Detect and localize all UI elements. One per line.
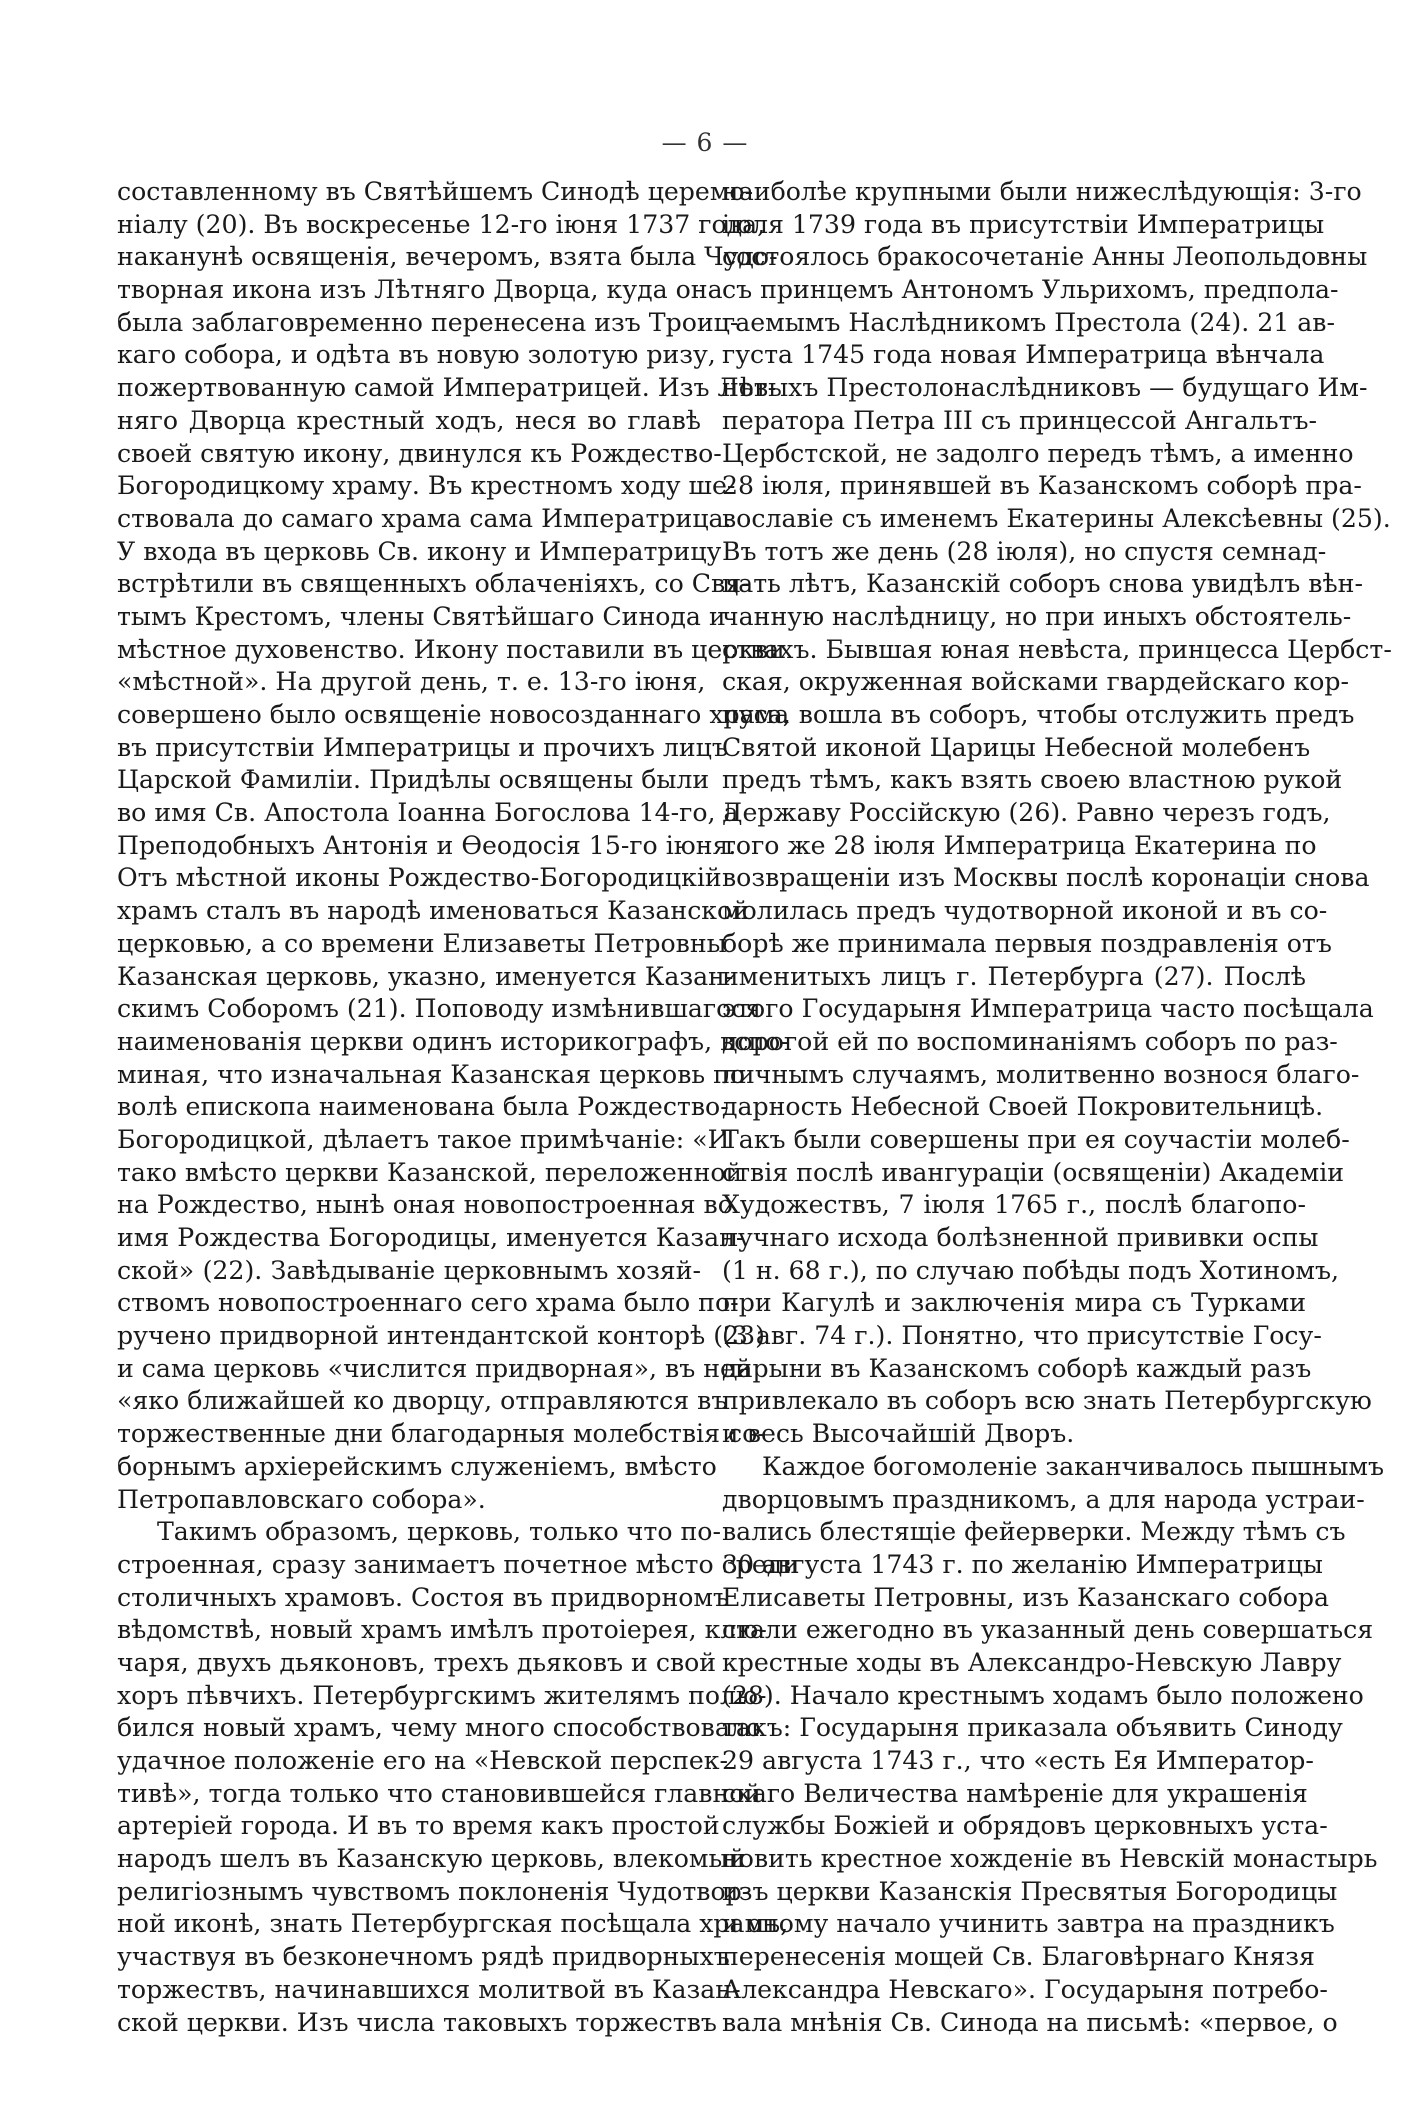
text-line: каго собора, и одѣта въ новую золотую ризу,	[117, 340, 716, 370]
text-line: на Рождество, нынѣ оная новопостроенная во	[117, 1190, 733, 1220]
text-line: ствія послѣ ивангураціи (освященіи) Академіи	[722, 1157, 1345, 1187]
text-line: няго Дворца крестный ходъ, неся во главѣ	[117, 405, 701, 435]
text-line: возвращеніи изъ Москвы послѣ коронаціи снова	[722, 863, 1370, 893]
text-line: (1 н. 68 г.), по случаю побѣды подъ Хотиномъ,	[722, 1255, 1339, 1285]
text-line: службы Божіей и обрядовъ церковныхъ уста-	[722, 1811, 1328, 1841]
text-line: молилась предъ чудотворной иконой и въ со-	[722, 896, 1328, 926]
text-line: вались блестящіе фейерверки. Между тѣмъ съ	[722, 1517, 1346, 1547]
text-line: въ присутствіи Императрицы и прочихъ лицъ	[117, 732, 728, 762]
text-line: Отъ мѣстной иконы Рождество-Богородицкій	[117, 863, 722, 893]
right-text-column	[722, 176, 1392, 2039]
text-line: встрѣтили въ священныхъ облаченіяхъ, со Свя-	[117, 569, 750, 599]
text-line: «мѣстной». На другой день, т. е. 13-го іюня,	[117, 667, 706, 697]
text-line: и весь Высочайшій Дворъ.	[722, 1419, 1075, 1449]
text-line: народъ шелъ въ Казанскую церковь, влекомый	[117, 1844, 746, 1874]
text-line: крестные ходы въ Александро-Невскую Лавру	[722, 1647, 1342, 1677]
text-line: пожертвованную самой Императрицей. Изъ Лѣт-	[117, 373, 777, 403]
page-number: — 6 —	[661, 128, 749, 157]
text-line: храмъ сталъ въ народѣ именоваться Казанской	[117, 896, 749, 926]
text-line: и оному начало учинить завтра на праздникъ	[722, 1909, 1335, 1939]
text-line: густа 1745 года новая Императрица вѣнчала	[722, 340, 1325, 370]
text-line: чанную наслѣдницу, но при иныхъ обстоятель-	[722, 601, 1352, 631]
text-line: Въ тотъ же день (28 іюля), но спустя семнад-	[722, 536, 1327, 566]
text-line: имя Рождества Богородицы, именуется Казан-	[117, 1223, 745, 1252]
text-line: Художествъ, 7 іюля 1765 г., послѣ благопо-	[722, 1190, 1306, 1220]
text-line: ной иконѣ, знать Петербургская посѣщала храмъ,	[117, 1909, 789, 1939]
text-line: участвуя въ безконечномъ рядѣ придворныхъ	[117, 1942, 730, 1972]
text-line: религіознымъ чувствомъ поклоненія Чудотвор-	[117, 1876, 751, 1906]
text-line: Каждое богомоленіе заканчивалось пышнымъ	[762, 1451, 1385, 1481]
text-line: тымъ Крестомъ, члены Святѣйшаго Синода и	[117, 601, 726, 631]
text-line: наиболѣе крупными были нижеслѣдующія: 3-го	[722, 177, 1362, 206]
text-line: Елисаветы Петровны, изъ Казанскаго собора	[722, 1582, 1330, 1612]
text-line: лучнаго исхода болѣзненной прививки оспы	[722, 1223, 1319, 1252]
text-line: хоръ пѣвчихъ. Петербургскимъ жителямъ полю-	[117, 1680, 767, 1710]
text-line: вѣдомствѣ, новый храмъ имѣлъ протоіерея, клю-	[117, 1615, 767, 1645]
text-line: Преподобныхъ Антонія и Ѳеодосія 15-го іюня.	[117, 830, 737, 860]
text-line: наканунѣ освященія, вечеромъ, взята была Чудо-	[117, 242, 778, 272]
text-line: удачное положеніе его на «Невской перспек-	[117, 1746, 729, 1775]
text-line: вославіе съ именемъ Екатерины Алексѣевны (25).	[722, 503, 1391, 533]
text-line: чаря, двухъ дьяконовъ, трехъ дьяковъ и свой	[117, 1647, 717, 1677]
text-line: тако вмѣсто церкви Казанской, переложенной	[117, 1157, 743, 1187]
text-line: цать лѣтъ, Казанскій соборъ снова увидѣлъ вѣн-	[722, 569, 1363, 599]
text-line: 30 августа 1743 г. по желанію Императрицы	[722, 1549, 1323, 1579]
text-line: ручено придворной интендантской конторѣ (23)	[117, 1321, 765, 1351]
text-line: торжествъ, начинавшихся молитвой въ Казан-	[117, 1974, 741, 2004]
text-line: предъ тѣмъ, какъ взять своею властною рукой	[722, 765, 1343, 795]
text-line: и сама церковь «числится придворная», въ ней	[117, 1353, 752, 1383]
text-line: Богородицкой, дѣлаетъ такое примѣчаніе: «И	[117, 1124, 730, 1154]
text-line: строенная, сразу занимаетъ почетное мѣсто среди	[117, 1549, 800, 1579]
text-line: столичныхъ храмовъ. Состоя въ придворномъ	[117, 1582, 730, 1612]
text-line: дарыни въ Казанскомъ соборѣ каждый разъ	[722, 1353, 1312, 1383]
text-line: дорогой ей по воспоминаніямъ соборъ по раз-	[722, 1026, 1338, 1056]
text-line: церковью, а со времени Елизаветы Петровны	[117, 928, 727, 958]
text-line: ніалу (20). Въ воскресенье 12-го іюня 1737 года,	[117, 209, 766, 239]
text-line: ствахъ. Бывшая юная невѣста, принцесса Цербст-	[722, 634, 1392, 664]
text-line: личнымъ случаямъ, молитвенно вознося благо-	[722, 1059, 1360, 1089]
text-line: 29 августа 1743 г., что «есть Ея Император-	[722, 1746, 1314, 1775]
text-line: ской церкви. Изъ числа таковыхъ торжествъ	[117, 2007, 717, 2037]
text-line: Такимъ образомъ, церковь, только что по-	[157, 1517, 721, 1547]
text-line: новыхъ Престолонаслѣдниковъ — будущаго Им-	[722, 373, 1368, 403]
text-line: 28 іюля, принявшей въ Казанскомъ соборѣ пра-	[722, 471, 1362, 501]
text-line: состоялось бракосочетаніе Анны Леопольдовны	[722, 242, 1368, 272]
text-line: «яко ближайшей ко дворцу, отправляются въ	[117, 1386, 728, 1416]
text-line: борѣ же принимала первыя поздравленія отъ	[722, 928, 1332, 958]
text-line: привлекало въ соборъ всю знать Петербургскую	[722, 1386, 1372, 1416]
text-line: дворцовымъ праздникомъ, а для народа устраи-	[722, 1484, 1365, 1514]
text-line: Александра Невскаго». Государыня потребо-	[722, 1974, 1328, 2004]
text-line: того же 28 іюля Императрица Екатерина по	[722, 830, 1317, 860]
text-line: Цербстской, не задолго передъ тѣмъ, а именно	[722, 438, 1354, 468]
text-line: ператора Петра III съ принцессой Ангальтъ-	[722, 405, 1318, 435]
text-line: составленному въ Святѣйшемъ Синодѣ церемо-	[117, 177, 754, 206]
text-line: тивѣ», тогда только что становившейся главной	[117, 1778, 762, 1808]
text-line: этого Государыня Императрица часто посѣщала	[722, 994, 1374, 1024]
text-line: борнымъ архіерейскимъ служеніемъ, вмѣсто	[117, 1451, 717, 1481]
text-line: ская, окруженная войсками гвардейскаго кор-	[722, 667, 1350, 697]
text-line: волѣ епископа наименована была Рождество-	[117, 1092, 729, 1122]
text-line: У входа въ церковь Св. икону и Императрицу	[117, 536, 722, 566]
text-line: именитыхъ лицъ г. Петербурга (27). Послѣ	[722, 961, 1306, 991]
text-line: гаемымъ Наслѣдникомъ Престола (24). 21 ав-	[722, 307, 1335, 337]
text-line: миная, что изначальная Казанская церковь по	[117, 1059, 746, 1089]
text-line: наименованія церкви одинъ историкографъ, вспо-	[117, 1026, 789, 1056]
text-line: (28). Начало крестнымъ ходамъ было положено	[722, 1680, 1364, 1710]
text-line: іюля 1739 года въ присутствіи Императрицы	[722, 209, 1325, 239]
text-line: пуса, вошла въ соборъ, чтобы отслужить предъ	[722, 700, 1355, 729]
text-line: Богородицкому храму. Въ крестномъ ходу ше-	[117, 471, 736, 501]
text-line: Казанская церковь, указно, именуется Казан-	[117, 961, 734, 991]
text-line: съ принцемъ Антономъ Ульрихомъ, предпола-	[722, 275, 1339, 305]
text-line: ствовала до самаго храма сама Императрица.	[117, 503, 732, 533]
text-line: бился новый храмъ, чему много способствовало	[117, 1713, 762, 1743]
text-line: такъ: Государыня приказала объявить Синоду	[722, 1713, 1343, 1743]
text-line: торжественные дни благодарныя молебствія со-	[117, 1419, 766, 1449]
text-line: была заблаговременно перенесена изъ Троиц-	[117, 307, 739, 337]
text-line: при Кагулѣ и заключенія мира съ Турками	[722, 1288, 1306, 1318]
text-line: артеріей города. И въ то время какъ простой	[117, 1811, 720, 1841]
text-line: скаго Величества намѣреніе для украшенія	[722, 1778, 1308, 1808]
text-line: перенесенія мощей Св. Благовѣрнаго Князя	[722, 1942, 1315, 1972]
text-line: ствомъ новопостроеннаго сего храма было по-	[117, 1288, 739, 1318]
text-line: совершено было освященіе новосозданнаго храма	[117, 700, 790, 729]
left-text-column	[117, 176, 800, 2039]
text-line: изъ церкви Казанскія Пресвятыя Богородицы	[722, 1876, 1338, 1906]
text-line: Святой иконой Царицы Небесной молебенъ	[722, 732, 1311, 762]
text-line: вала мнѣнія Св. Синода на письмѣ: «первое, о	[722, 2007, 1338, 2037]
text-line: новить крестное хожденіе въ Невскій монастырь	[722, 1844, 1378, 1874]
text-line: Такъ были совершены при ея соучастіи молеб-	[722, 1124, 1350, 1154]
text-line: творная икона изъ Лѣтняго Дворца, куда она	[117, 275, 723, 305]
text-line: дарность Небесной Своей Покровительницѣ.	[722, 1092, 1324, 1122]
text-line: своей святую икону, двинулся къ Рождество-	[117, 438, 722, 468]
text-line: (3 авг. 74 г.). Понятно, что присутствіе Госу-	[722, 1321, 1322, 1351]
text-line: Петропавловскаго собора».	[117, 1484, 486, 1514]
text-line: мѣстное духовенство. Икону поставили въ церкви	[117, 634, 786, 664]
text-line: стали ежегодно въ указанный день совершаться	[722, 1615, 1374, 1645]
text-line: скимъ Соборомъ (21). Поповоду измѣнившагося	[117, 994, 762, 1024]
text-line: Царской Фамиліи. Придѣлы освящены были	[117, 765, 710, 795]
text-line: ской» (22). Завѣдываніе церковнымъ хозяй-	[117, 1255, 701, 1285]
text-line: во имя Св. Апостола Іоанна Богослова 14-го, а	[117, 798, 739, 828]
text-line: Державу Россійскую (26). Равно черезъ годъ,	[722, 798, 1331, 828]
